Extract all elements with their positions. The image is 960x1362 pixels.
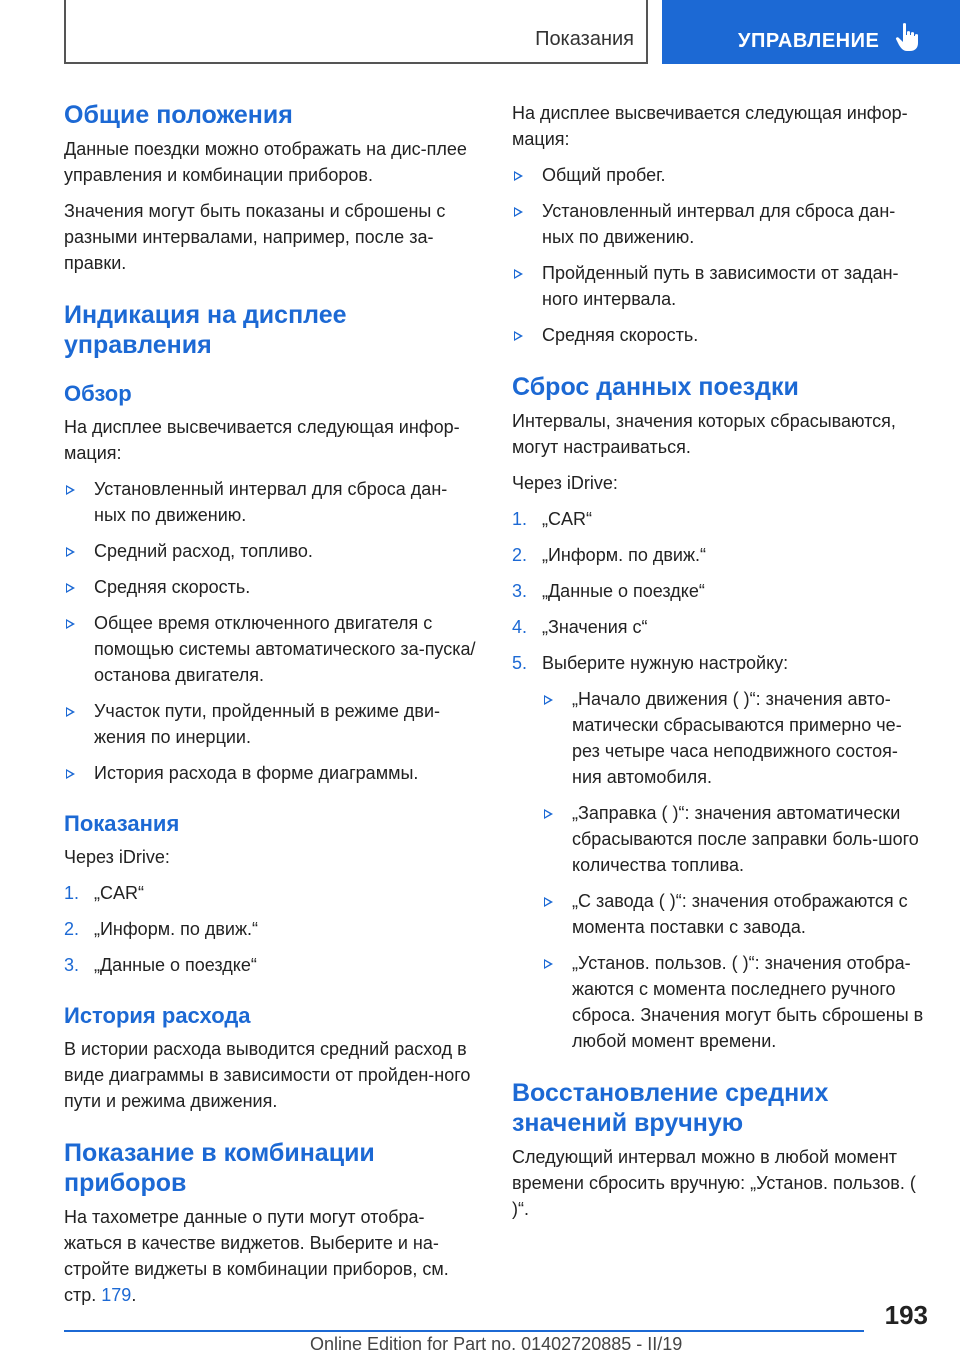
chapter-title: УПРАВЛЕНИЕ	[738, 30, 880, 52]
list-item: „Установ. пользов. ( )“: значения отобра-жаются с момента последнего ручного сброса. Значения могут быть сброшены в любой момент времени.	[542, 950, 924, 1054]
list-item: Общий пробег.	[512, 162, 924, 188]
list-item: Общее время отключенного двигателя с помощью системы автоматического за-пуска/останова двигателя.	[64, 610, 476, 688]
paragraph-general-2: Значения могут быть показаны и сброшены с разными интервалами, например, после за-правки.	[64, 201, 446, 273]
paragraph-overview: На дисплее высвечивается следующая инфор-мация:	[64, 417, 460, 463]
triangle-bullet-icon	[544, 959, 553, 969]
right-column	[512, 100, 924, 1232]
readings-steps	[64, 880, 476, 978]
reset-options-list	[542, 686, 924, 1054]
list-item: „Заправка ( )“: значения автоматически сбрасываются после заправки боль-шого количества топлива.	[542, 800, 924, 878]
triangle-bullet-icon	[514, 171, 523, 181]
heading-cluster: Показание в комбинации приборов	[64, 1139, 375, 1197]
triangle-bullet-icon	[66, 583, 75, 593]
left-column	[64, 100, 476, 1318]
display-list	[512, 162, 924, 348]
heading-history: История расхода	[64, 1003, 251, 1028]
step-item: 2. „Информ. по движ.“	[64, 919, 258, 939]
section-header-box	[64, 0, 648, 64]
list-item: Средняя скорость.	[64, 574, 476, 600]
list-item: „С завода ( )“: значения отображаются с момента поставки с завода.	[542, 888, 924, 940]
triangle-bullet-icon	[66, 619, 75, 629]
triangle-bullet-icon	[544, 695, 553, 705]
hand-pointer-icon	[894, 22, 922, 52]
list-item: Пройденный путь в зависимости от задан-ного интервала.	[512, 260, 924, 312]
overview-list	[64, 476, 476, 786]
heading-display: Индикация на дисплее управления	[64, 301, 347, 359]
heading-readings: Показания	[64, 811, 180, 836]
paragraph-readings: Через iDrive:	[64, 847, 170, 867]
step-item: 3. „Данные о поездке“	[64, 955, 257, 975]
heading-reset: Сброс данных поездки	[512, 373, 799, 401]
triangle-bullet-icon	[66, 769, 75, 779]
heading-overview: Обзор	[64, 381, 132, 406]
edition-note: Online Edition for Part no. 01402720885 - II/19	[310, 1334, 683, 1354]
footer-divider	[64, 1330, 864, 1332]
heading-manual: Восстановление средних значений вручную	[512, 1079, 829, 1137]
paragraph-manual: Следующий интервал можно в любой момент времени сбросить вручную: „Установ. пользов. ( )“.	[512, 1147, 916, 1219]
triangle-bullet-icon	[514, 269, 523, 279]
list-item: Установленный интервал для сброса дан-ных по движению.	[64, 476, 476, 528]
triangle-bullet-icon	[544, 897, 553, 907]
step-item: 1. „CAR“	[512, 509, 592, 529]
list-item: Участок пути, пройденный в режиме дви-жения по инерции.	[64, 698, 476, 750]
page-link[interactable]: 179	[101, 1285, 132, 1305]
step-item: 2. „Информ. по движ.“	[512, 545, 706, 565]
section-title: Показания	[535, 28, 634, 50]
page-header	[0, 0, 960, 66]
paragraph-display: На дисплее высвечивается следующая инфор-мация:	[512, 103, 908, 149]
step-item: 3. „Данные о поездке“	[512, 581, 705, 601]
step-item: 5. Выберите нужную настройку: „Начало движения ( )“: значения авто-матически сбрасываются примерно че-рез четыре часа неподвижного состоя-ния автомобиля. „Заправка ( )“: значения автоматически сбрасываются после заправки боль-шого количества топлива. „С завода ( )“: значения отображаются с момента поставки с завода. „Установ. пользов. ( )“: значения отобра-жаются с момента последнего ручного сброса. Значения могут быть сброшены в любой момент времени.	[512, 650, 924, 1054]
page-number: 193	[884, 1300, 928, 1330]
triangle-bullet-icon	[514, 207, 523, 217]
step-item: 1. „CAR“	[64, 883, 144, 903]
paragraph-reset-2: Через iDrive:	[512, 473, 618, 493]
list-item: Установленный интервал для сброса дан-ных по движению.	[512, 198, 924, 250]
list-item: Средняя скорость.	[512, 322, 924, 348]
heading-general: Общие положения	[64, 101, 293, 129]
step-item: 4. „Значения с“	[512, 617, 648, 637]
paragraph-reset-1: Интервалы, значения которых сбрасываются, могут настраиваться.	[512, 411, 896, 457]
paragraph-history: В истории расхода выводится средний расход в виде диаграммы в зависимости от пройден-ного пути и режима движения.	[64, 1039, 471, 1111]
chapter-tab	[662, 0, 960, 64]
triangle-bullet-icon	[514, 331, 523, 341]
list-item: История расхода в форме диаграммы.	[64, 760, 476, 786]
paragraph-cluster: На тахометре данные о пути могут отобра-жаться в качестве виджетов. Выберите и на-стройте виджеты в комбинации приборов, см. стр. 179.	[64, 1207, 449, 1305]
list-item: Средний расход, топливо.	[64, 538, 476, 564]
list-item: „Начало движения ( )“: значения авто-матически сбрасываются примерно че-рез четыре часа неподвижного состоя-ния автомобиля.	[542, 686, 924, 790]
paragraph-general-1: Данные поездки можно отображать на дис-плее управления и комбинации приборов.	[64, 139, 467, 185]
reset-steps	[512, 506, 924, 1054]
triangle-bullet-icon	[66, 547, 75, 557]
triangle-bullet-icon	[544, 809, 553, 819]
triangle-bullet-icon	[66, 707, 75, 717]
triangle-bullet-icon	[66, 485, 75, 495]
